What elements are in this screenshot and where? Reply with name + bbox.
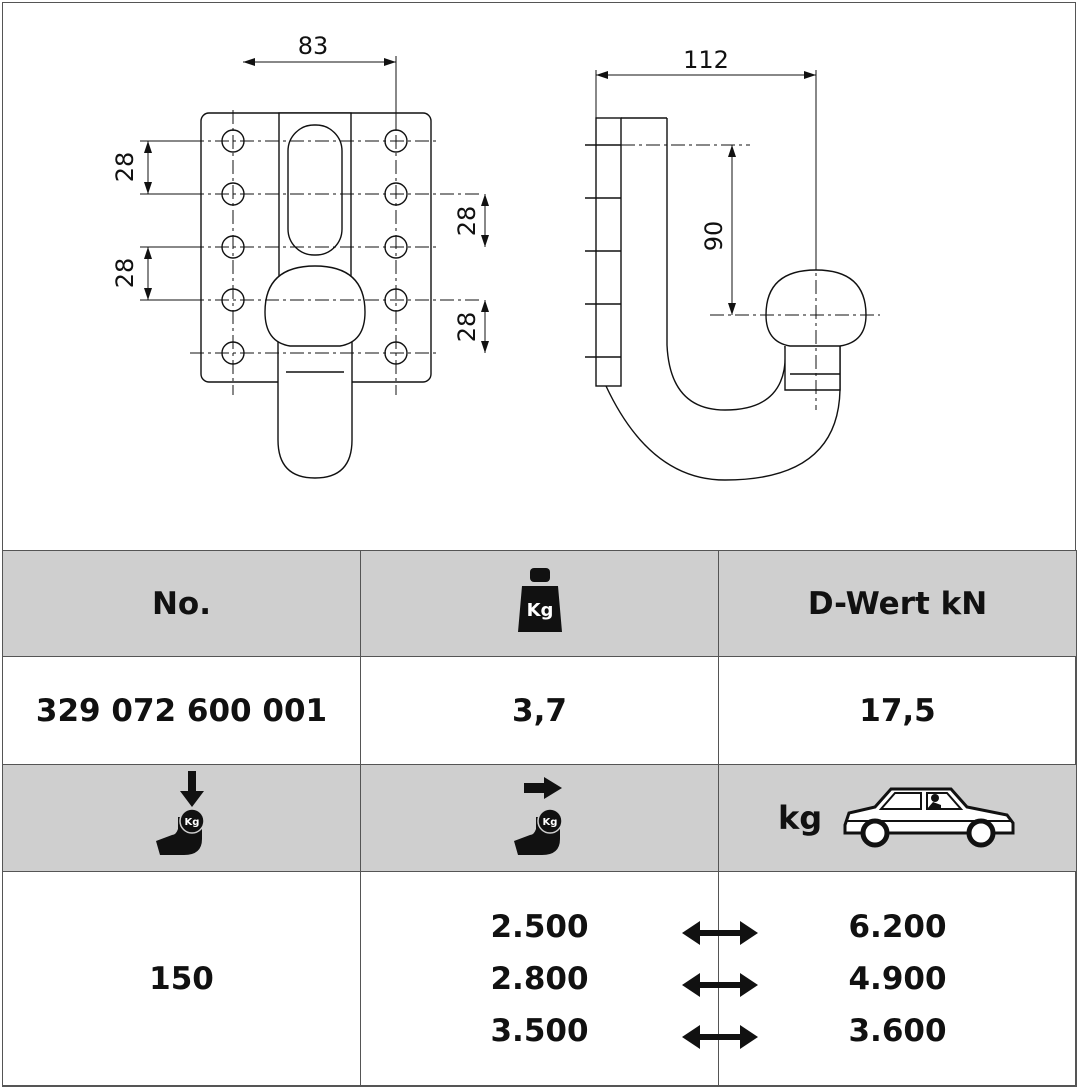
cell-number: 329 072 600 001: [3, 657, 361, 765]
dim-pitch-3: 28: [453, 205, 481, 237]
dim-pitch-2: 28: [111, 257, 139, 289]
dim-pitch-4: 28: [453, 311, 481, 343]
header-d-value: D-Wert kN: [719, 551, 1077, 657]
vehicle-load-3: 3.600: [848, 1013, 947, 1049]
svg-text:Kg: Kg: [184, 817, 199, 828]
header-horizontal-load: [361, 765, 719, 872]
dim-pitch-1: 28: [111, 151, 139, 183]
vehicle-load-2: 4.900: [848, 961, 947, 997]
dim-height: 90: [700, 220, 728, 252]
horizontal-load-icon: [510, 769, 570, 859]
header-row: [3, 551, 1077, 657]
pairing-arrows: [682, 914, 762, 1056]
load-data-row: [3, 872, 1077, 1087]
double-arrow-icon: [682, 914, 758, 952]
side-view: [585, 118, 866, 480]
header-vertical-load: [3, 765, 361, 872]
car-kg-label: kg: [778, 799, 823, 837]
cell-weight: 3,7: [361, 657, 719, 765]
double-arrow-icon: [682, 1018, 758, 1056]
cell-trailer-loads: [361, 872, 719, 1087]
header-vehicle: [719, 765, 1077, 872]
header-number: No.: [3, 551, 361, 657]
kg-weight-icon: [516, 564, 564, 636]
spec-table: [2, 550, 1077, 1087]
trailer-load-2: 2.800: [490, 961, 589, 997]
cell-vehicle-loads: [719, 872, 1077, 1087]
vehicle-load-1: 6.200: [848, 909, 947, 945]
double-arrow-icon: [682, 966, 758, 1004]
trailer-load-3: 3.500: [490, 1013, 589, 1049]
header-weight: [361, 551, 719, 657]
trailer-load-1: 2.500: [490, 909, 589, 945]
load-header-row: [3, 765, 1077, 872]
svg-text:Kg: Kg: [542, 817, 557, 828]
car-icon: [841, 783, 1017, 853]
dim-top-width: 83: [297, 32, 329, 60]
cell-vertical-load: 150: [3, 872, 361, 1087]
cell-d-value: 17,5: [719, 657, 1077, 765]
data-row: [3, 657, 1077, 765]
svg-text:Kg: Kg: [526, 599, 553, 621]
vertical-load-icon: [152, 769, 212, 859]
dim-side-width: 112: [683, 46, 729, 74]
